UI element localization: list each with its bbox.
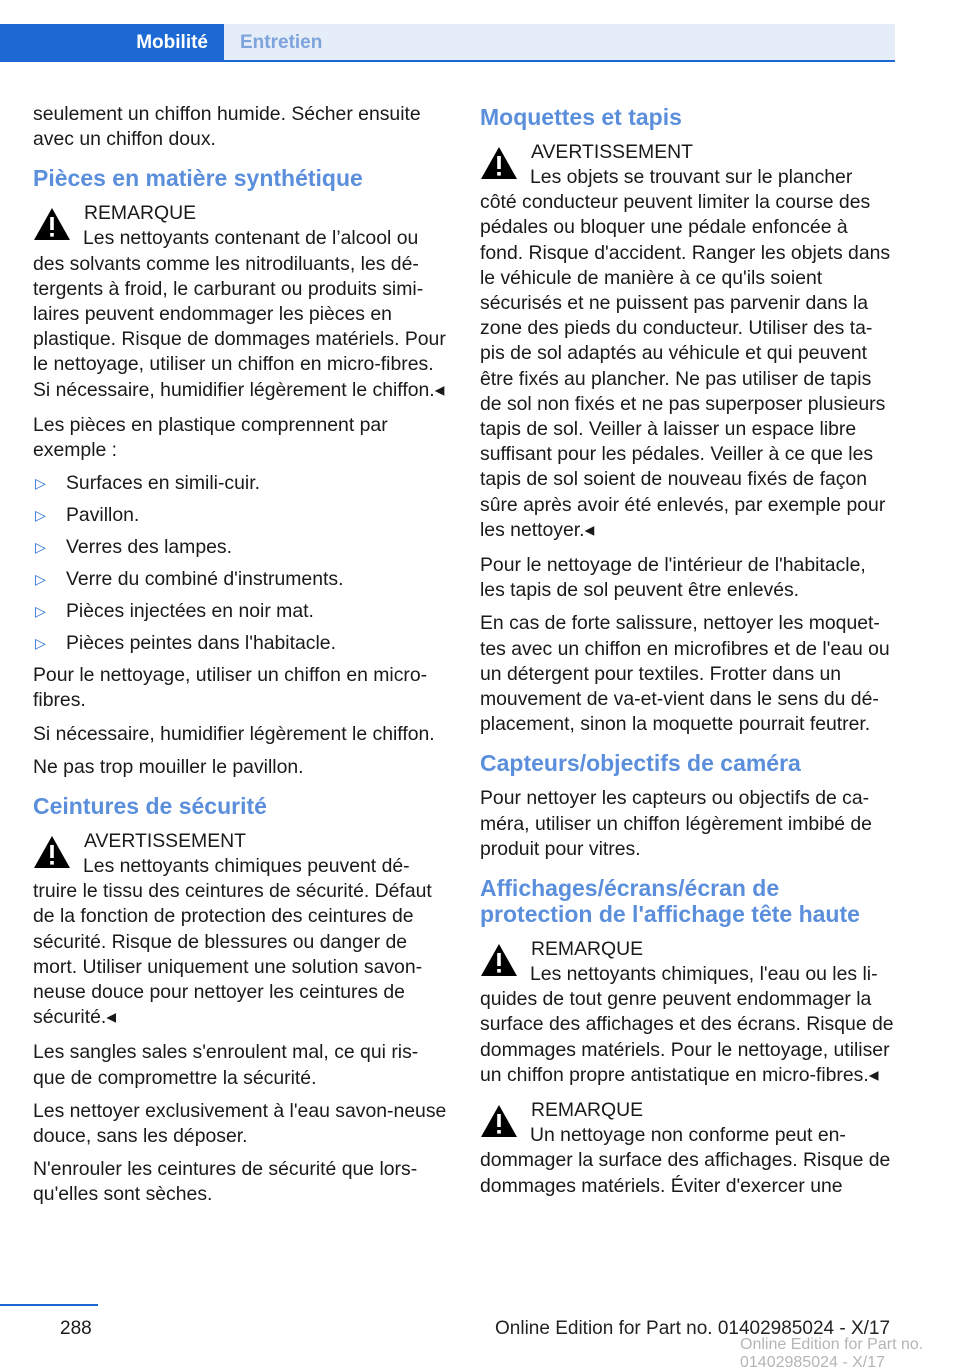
notice-label: REMARQUE [84,202,197,225]
paragraph: Pour nettoyer les capteurs ou objectifs de ca‐méra, utiliser un chiffon légèrement imbibé de produit pour vitres. [480,787,872,860]
paragraph: Ne pas trop mouiller le pavillon. [33,755,304,778]
warning-triangle-icon [33,835,71,869]
list-item: ▷ Pièces peintes dans l'habitacle. [35,632,336,655]
list-item: ▷ Surfaces en simili-cuir. [35,472,260,495]
list-item: ▷ Pavillon. [35,504,140,527]
right-column [480,102,894,1209]
tab-mobilite[interactable]: Mobilité [0,24,224,62]
notice-text: Les nettoyants chimiques peuvent dé‐truire le tissu des ceintures de sécurité. Défaut de la fonction de protection des ceintures de sécurité. Risque de blessures ou danger de mort. Utiliser uniquement une solution savon‐neuse douce pour nettoyer les ceintures de sécurité.◂ [33,855,432,1029]
triangle-bullet-icon: ▷ [35,635,46,652]
heading-seat-belts: Ceintures de sécurité [33,793,267,820]
notice-synthetic [33,201,447,402]
footer-rule [0,1304,98,1306]
notice-text: Un nettoyage non conforme peut en‐dommager la surface des affichages. Risque de dommages matériels. Éviter d'exercer une [480,1124,891,1197]
notice-text: Les nettoyants chimiques, l'eau ou les li‐quides de tout genre peuvent endommager la surface des affichages et des écrans. Risque de dommages matériels. Pour le nettoyage, utiliser un chiffon propre antistatique en micro‐fibres.◂ [480,963,894,1086]
paragraph: Pour le nettoyage, utiliser un chiffon en micro‐fibres. [33,664,428,712]
paragraph: Pour le nettoyage de l'intérieur de l'habitacle, les tapis de sol peuvent être enlevés. [480,554,866,602]
notice-label: AVERTISSEMENT [84,830,246,853]
notice-text: Les nettoyants contenant de l’alcool ou des solvants comme les nitrodiluants, les dé‐tergents à froid, le carburant ou produits simi‐laires peuvent endommager les pièces en plastique. Risque de dommages matériels. Pour le nettoyage, utiliser un chiffon en micro‐fibres. Si nécessaire, humidifier légèrement le chiffon.◂ [33,227,446,401]
heading-displays: Affichages/écrans/écran de protection de l'affichage tête haute [480,875,860,928]
paragraph: N'enrouler les ceintures de sécurité que lors‐qu'elles sont sèches. [33,1158,418,1206]
list-item: ▷ Verre du combiné d'instruments. [35,568,344,591]
warning-triangle-icon [480,943,518,977]
triangle-bullet-icon: ▷ [35,571,46,588]
warning-triangle-icon [480,1104,518,1138]
notice-label: AVERTISSEMENT [531,141,693,163]
bullet-list [33,471,447,656]
warning-triangle-icon [33,207,71,241]
notice-cleaning [480,1098,894,1199]
tab-underline [0,60,895,62]
paragraph: Les pièces en plastique comprennent par exemple : [33,413,388,462]
page-number: 288 [60,1318,92,1339]
warning-triangle-icon [480,146,518,180]
heading-carpets: Moquettes et tapis [480,104,682,130]
notice-text: Les objets se trouvant sur le plancher côté conducteur peuvent limiter la course des pédales ou bloquer une pédale enfoncée à fond. Risque d'accident. Ranger les objets dans le véhicule de manière à ce qu'ils soient sécurisés et ne puissent pas parvenir dans la zone des pieds du conducteur. Utiliser des ta‐pis de sol adaptés au véhicule et qui peuvent être fixés au plancher. Ne pas utiliser de tapis de sol non fixés et ne pas superposer plusieurs tapis de sol. Veiller à laisser un espace libre suffisant pour les pédales. Veiller à ce que les tapis de sol soient de nouveau fixés de façon sûre après avoir été enlevés, par exemple pour les nettoyer.◂ [480,166,891,541]
paragraph: Les nettoyer exclusivement à l'eau savon‐neuse douce, sans les déposer. [33,1099,447,1148]
notice-seat-belts [33,829,447,1030]
triangle-bullet-icon: ▷ [35,475,46,492]
intro-paragraph: seulement un chiffon humide. Sécher ensuite avec un chiffon doux. [33,103,421,151]
tab-entretien[interactable]: Entretien [224,24,895,62]
heading-synthetic-parts: Pièces en matière synthétique [33,165,363,192]
watermark: Online Edition for Part no. 01402985024 - X/17 [740,1336,924,1371]
edition-line: Online Edition for Part no. 01402985024 - X/17 [495,1318,891,1339]
triangle-bullet-icon: ▷ [35,539,46,556]
triangle-bullet-icon: ▷ [35,507,46,524]
paragraph: Les sangles sales s'enroulent mal, ce qui ris‐que de compromettre la sécurité. [33,1041,419,1089]
notice-label: REMARQUE [531,1099,644,1122]
list-item: ▷ Verres des lampes. [35,536,232,559]
triangle-bullet-icon: ▷ [35,603,46,620]
notice-carpets [480,140,894,543]
left-column [33,102,447,1216]
heading-camera-sensors: Capteurs/objectifs de caméra [480,750,801,777]
paragraph: En cas de forte salissure, nettoyer les moquet‐tes avec un chiffon en microfibres et de l'eau ou un détergent pour textiles. Frotter dans un mouvement de va-et-vient dans le sens du dé‐placement, sinon la moquette pourrait feutrer. [480,612,890,736]
chapter-tabs [0,0,895,62]
notice-label: REMARQUE [531,938,644,961]
paragraph: Si nécessaire, humidifier légèrement le chiffon. [33,722,435,745]
notice-displays [480,937,894,1088]
list-item: ▷ Pièces injectées en noir mat. [35,600,314,623]
